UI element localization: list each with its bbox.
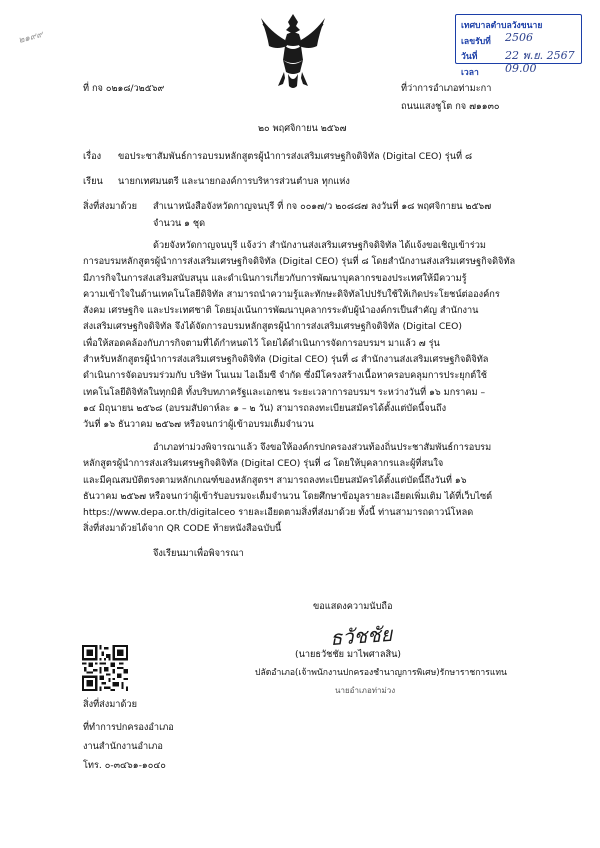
stamp-time-label: เวลา [461,68,479,78]
footer-office-line-1: ที่ทำการปกครองอำเภอ [83,722,174,733]
paragraph-line: สังคม เศรษฐกิจ และประเทศชาติ โดยมุ่งเน้นการพัฒนาบุคลากรระดับผู้นำองค์กรเป็นสำคัญ สำนักงาน [83,305,479,317]
office-road: ถนนแสงชูโต กจ ๗๑๑๓๐ [401,101,500,112]
stamp-date-value: 22 พ.ย. 2567 [505,49,575,62]
enclosure-text: สำเนาหนังสือจังหวัดกาญจนบุรี ที่ กจ ๐๐๑๗/ว ๒๐๘๘๗ ลงวันที่ ๑๘ พฤศจิกายน ๒๕๖๗ [153,201,492,212]
paragraph-line: สำหรับหลักสูตรผู้นำการส่งเสริมเศรษฐกิจดิจิทัล (Digital CEO) รุ่นที่ ๘ สำนักงานส่งเสริมเศรษฐกิจดิจิทัล [83,354,489,366]
enclosure-label: สิ่งที่ส่งมาด้วย [83,201,137,212]
closing-line: จึงเรียนมาเพื่อพิจารณา [153,548,244,559]
qr-code [82,645,128,691]
stamp-office: เทศบาลตำบลวังขนาย [461,21,543,31]
paragraph-line: ธันวาคม ๒๕๖๗ หรือจนกว่าผู้เข้ารับอบรมจะเต็มจำนวน โดยศึกษาข้อมูลรายละเอียดเพิ่มเติม ได้ที่เว็บไซต์ [83,490,493,502]
garuda-emblem [258,12,328,92]
subject-label: เรื่อง [83,151,102,162]
margin-note: ๒๑๙๙ [17,29,44,47]
paragraph-line: ด้วยจังหวัดกาญจนบุรี แจ้งว่า สำนักงานส่งเสริมเศรษฐกิจดิจิทัล ได้แจ้งขอเชิญเข้าร่วม [153,240,486,251]
stamp-receipt-label: เลขรับที่ [461,37,491,47]
footer-phone: โทร. ๐-๓๔๖๑-๑๐๔๐ [83,760,166,771]
signer-position-2: นายอำเภอท่าม่วง [335,686,396,695]
paragraph-line: https://www.depa.or.th/digitalceo รายละเอียดตามสิ่งที่ส่งมาด้วย ทั้งนี้ ท่านสามารถดาวน์โหลด [83,507,474,519]
paragraph-line: มีภารกิจในการส่งเสริมสนับสนุน และดำเนินการเกี่ยวกับการพัฒนาบุคลากรของประเทศให้มีความรู้ [83,272,467,284]
footer-office-line-2: งานสำนักงานอำเภอ [83,741,163,752]
paragraph-line: และมีคุณสมบัติตรงตามหลักเกณฑ์ของหลักสูตรฯ สามารถลงทะเบียนสมัครได้ตั้งแต่บัดนี้ถึงวันที่ ๑๖ [83,474,467,486]
recipient-text: นายกเทศมนตรี และนายกองค์การบริหารส่วนตำบล ทุกแห่ง [118,176,350,187]
subject-text: ขอประชาสัมพันธ์การอบรมหลักสูตรผู้นำการส่งเสริมเศรษฐกิจดิจิทัล (Digital CEO) รุ่นที่ ๘ [118,151,473,162]
document-date: ๒๐ พฤศจิกายน ๒๕๖๗ [258,123,347,134]
stamp-date-label: วันที่ [461,52,478,62]
signer-name: (นายธวัชชัย มาไพศาลสิน) [295,649,401,660]
paragraph-line: เพื่อให้สอดคล้องกับภารกิจตามที่ได้กำหนดไว้ โดยได้ดำเนินการจัดการอบรมฯ มาแล้ว ๗ รุ่น [83,337,440,349]
regards: ขอแสดงความนับถือ [313,601,393,612]
stamp-time-value: 09.00 [505,62,537,75]
paragraph-line: ๑๔ มิถุนายน ๒๕๖๘ (อบรมสัปดาห์ละ ๑ – ๒ วัน) สามารถลงทะเบียนสมัครได้ตั้งแต่บัดนี้จนถึง [83,402,447,414]
paragraph-line: ดำเนินการจัดอบรมร่วมกับ บริษัท โนเนม ไอเอ็มซี จำกัด ซึ่งมีโครงสร้างเนื้อหาครอบคลุมการประยุกต์ใช้ [83,370,487,382]
paragraph-line: ส่งเสริมเศรษฐกิจดิจิทัล จึงได้จัดการอบรมหลักสูตรผู้นำการส่งเสริมเศรษฐกิจดิจิทัล (Digital CEO) [83,321,462,333]
paragraph-line: อำเภอท่าม่วงพิจารณาแล้ว จึงขอให้องค์กรปกครองส่วนท้องถิ่นประชาสัมพันธ์การอบรม [153,442,492,453]
paragraph-line: เทคโนโลยีดิจิทัลในทุกมิติ ทั้งบริบทภาครัฐและเอกชน ระยะเวลาการอบรมฯ ระหว่างวันที่ ๑๖ มกราคม – [83,386,486,398]
paragraph-line: สิ่งที่ส่งมาด้วยได้จาก QR CODE ท้ายหนังสือฉบับนี้ [83,523,282,535]
office-from: ที่ว่าการอำเภอท่ามะกา [401,83,492,94]
signature-scribble: ธวัชชัย [329,621,394,651]
doc-number: ที่ กจ ๐๒๑๘/ว๒๕๖๙ [83,83,165,94]
recipient-label: เรียน [83,176,103,187]
paragraph-line: ความเข้าใจในด้านเทคโนโลยีดิจิทัล สามารถนำความรู้และทักษะดิจิทัลไปปรับใช้ให้เกิดประโยชน์ต่อองค์กร [83,288,500,300]
stamp-receipt-number: 2506 [505,31,533,44]
paragraph-line: หลักสูตรผู้นำการส่งเสริมเศรษฐกิจดิจิทัล (Digital CEO) รุ่นที่ ๘ โดยให้บุคลากรและผู้ที่สนใจ [83,458,444,470]
body-paragraph-1 [83,238,515,434]
signer-position: ปลัดอำเภอ(เจ้าพนักงานปกครองชำนาญการพิเศษ)รักษาราชการแทน [255,668,507,678]
paragraph-line: การอบรมหลักสูตรผู้นำการส่งเสริมเศรษฐกิจดิจิทัล (Digital CEO) รุ่นที่ ๘ โดยสำนักงานส่งเสริมเศรษฐกิจดิจิทัล [83,256,516,268]
paragraph-line: วันที่ ๑๖ ธันวาคม ๒๕๖๗ หรือจนกว่าผู้เข้าอบรมเต็มจำนวน [83,419,314,431]
enclosure-count: จำนวน ๑ ชุด [153,218,206,229]
footer-attachment-label: สิ่งที่ส่งมาด้วย [83,699,137,710]
body-paragraph-2 [83,440,492,538]
